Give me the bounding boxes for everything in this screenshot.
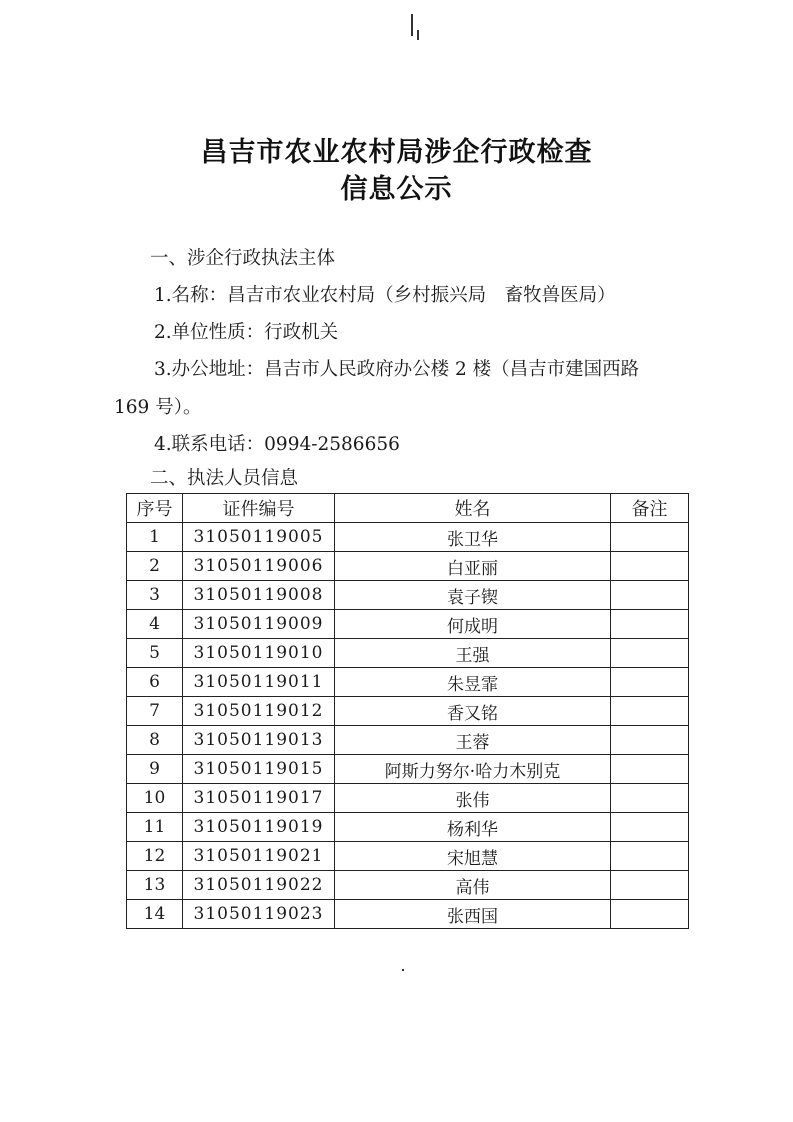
- scan-dot: [402, 969, 404, 971]
- id-cell: 31050119015: [183, 755, 335, 784]
- id-cell: 31050119017: [183, 784, 335, 813]
- note-cell: [611, 755, 689, 784]
- note-cell: [611, 668, 689, 697]
- table-row: [127, 581, 689, 610]
- table-row: [127, 610, 689, 639]
- id-cell: 31050119012: [183, 697, 335, 726]
- seq-cell: 1: [127, 523, 183, 552]
- note-cell: [611, 581, 689, 610]
- id-cell: 31050119006: [183, 552, 335, 581]
- entity-address-line1: 3.办公地址：昌吉市人民政府办公楼 2 楼（昌吉市建国西路: [154, 359, 640, 380]
- note-cell: [611, 697, 689, 726]
- entity-nature-line: 2.单位性质：行政机关: [154, 322, 339, 343]
- scan-mark: [417, 30, 419, 40]
- table-row: [127, 726, 689, 755]
- note-cell: [611, 552, 689, 581]
- seq-cell: 2: [127, 552, 183, 581]
- name-cell: 张西国: [335, 900, 611, 929]
- id-cell: 31050119005: [183, 523, 335, 552]
- id-cell: 31050119009: [183, 610, 335, 639]
- seq-cell: 3: [127, 581, 183, 610]
- table-row: [127, 871, 689, 900]
- seq-cell: 6: [127, 668, 183, 697]
- table-row: [127, 755, 689, 784]
- note-cell: [611, 610, 689, 639]
- staff-table: [126, 493, 689, 929]
- seq-cell: 10: [127, 784, 183, 813]
- seq-cell: 5: [127, 639, 183, 668]
- name-cell: 高伟: [335, 871, 611, 900]
- seq-cell: 4: [127, 610, 183, 639]
- table-body: [127, 523, 689, 929]
- table-row: [127, 523, 689, 552]
- scan-mark: [411, 14, 413, 36]
- name-cell: 宋旭慧: [335, 842, 611, 871]
- name-cell: 何成明: [335, 610, 611, 639]
- name-cell: 阿斯力努尔·哈力木别克: [335, 755, 611, 784]
- header-note: 备注: [611, 494, 689, 523]
- id-cell: 31050119013: [183, 726, 335, 755]
- header-name: 姓名: [335, 494, 611, 523]
- seq-cell: 9: [127, 755, 183, 784]
- table-row: [127, 813, 689, 842]
- id-cell: 31050119022: [183, 871, 335, 900]
- note-cell: [611, 523, 689, 552]
- id-cell: 31050119019: [183, 813, 335, 842]
- id-cell: 31050119023: [183, 900, 335, 929]
- header-seq: 序号: [127, 494, 183, 523]
- name-cell: 张卫华: [335, 523, 611, 552]
- table-row: [127, 900, 689, 929]
- entity-address-line2: 169 号）。: [114, 397, 202, 418]
- note-cell: [611, 784, 689, 813]
- table-row: [127, 697, 689, 726]
- id-cell: 31050119010: [183, 639, 335, 668]
- seq-cell: 14: [127, 900, 183, 929]
- note-cell: [611, 813, 689, 842]
- id-cell: 31050119011: [183, 668, 335, 697]
- name-cell: 王强: [335, 639, 611, 668]
- name-cell: 香又铭: [335, 697, 611, 726]
- table-header-row: [127, 494, 689, 523]
- seq-cell: 8: [127, 726, 183, 755]
- name-cell: 张伟: [335, 784, 611, 813]
- name-cell: 白亚丽: [335, 552, 611, 581]
- document-title-line2: 信息公示: [340, 174, 453, 205]
- table-row: [127, 668, 689, 697]
- id-cell: 31050119021: [183, 842, 335, 871]
- table-row: [127, 842, 689, 871]
- name-cell: 杨利华: [335, 813, 611, 842]
- id-cell: 31050119008: [183, 581, 335, 610]
- seq-cell: 12: [127, 842, 183, 871]
- header-id: 证件编号: [183, 494, 335, 523]
- name-cell: 朱昱霏: [335, 668, 611, 697]
- seq-cell: 11: [127, 813, 183, 842]
- note-cell: [611, 639, 689, 668]
- section1-heading: 一、涉企行政执法主体: [150, 248, 336, 269]
- entity-phone-line: 4.联系电话：0994-2586656: [154, 434, 400, 455]
- name-cell: 王蓉: [335, 726, 611, 755]
- section2-heading: 二、执法人员信息: [150, 468, 299, 489]
- document-title-line1: 昌吉市农业农村局涉企行政检查: [200, 137, 593, 168]
- note-cell: [611, 900, 689, 929]
- note-cell: [611, 842, 689, 871]
- seq-cell: 13: [127, 871, 183, 900]
- seq-cell: 7: [127, 697, 183, 726]
- entity-name-line: 1.名称：昌吉市农业农村局（乡村振兴局 畜牧兽医局）: [154, 285, 616, 306]
- table-row: [127, 639, 689, 668]
- name-cell: 袁子锲: [335, 581, 611, 610]
- table-row: [127, 552, 689, 581]
- note-cell: [611, 871, 689, 900]
- note-cell: [611, 726, 689, 755]
- table-row: [127, 784, 689, 813]
